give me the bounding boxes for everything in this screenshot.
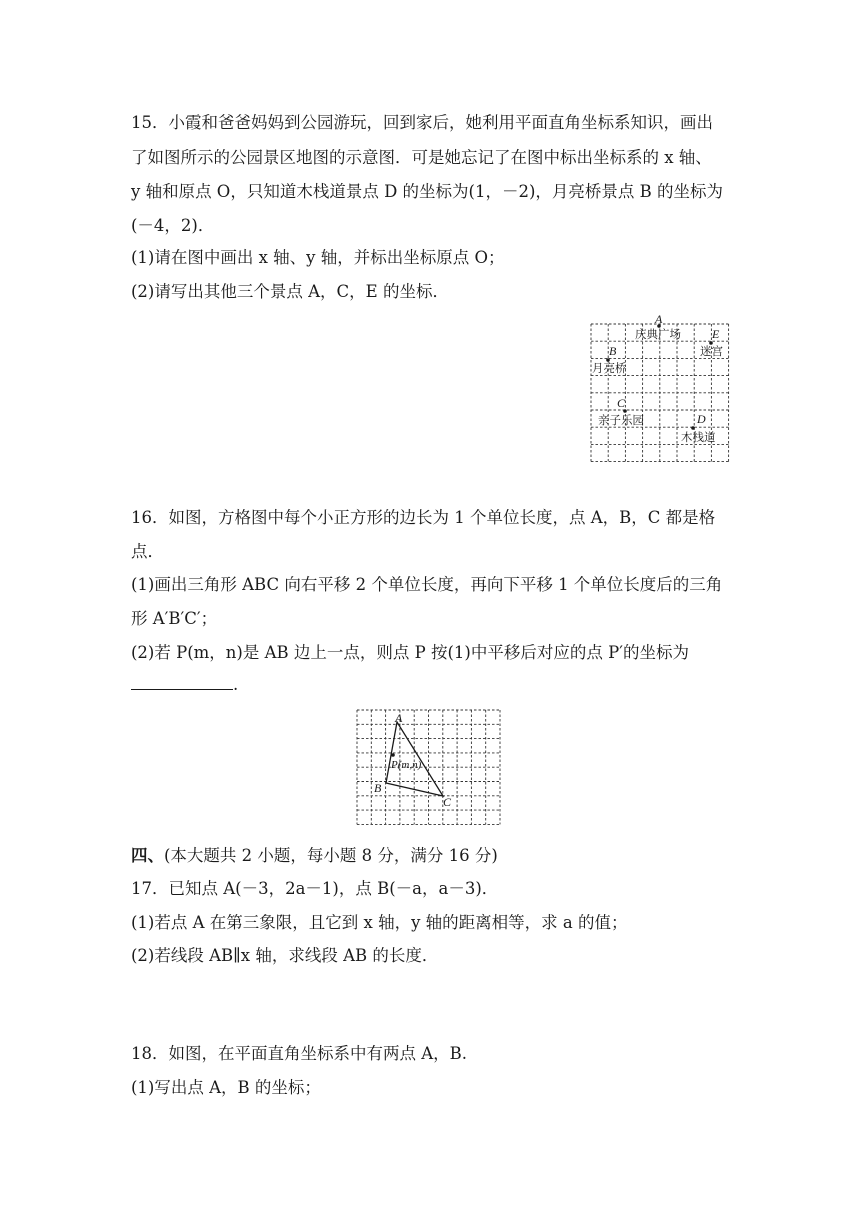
section-4-title: 四、: [131, 846, 164, 865]
tri-label-P: P(m,n): [391, 759, 422, 771]
q17-line-1: 17．已知点 A(－3，2a－1)，点 B(－a，a－3)．: [131, 879, 499, 898]
point-A-letter: A: [655, 312, 663, 326]
point-P-dot: [391, 753, 395, 757]
q17-line-2: (1)若点 A 在第三象限，且它到 x 轴，y 轴的距离相等，求 a 的值；: [131, 913, 628, 932]
point-C-letter: C: [617, 396, 626, 410]
point-D-letter: D: [697, 412, 706, 426]
section-4-desc: (本大题共 2 小题，每小题 8 分，满分 16 分): [164, 846, 498, 865]
answer-blank[interactable]: [131, 675, 233, 690]
q16-line-5: (2)若 P(m，n)是 AB 边上一点，则点 P 按(1)中平移后对应的点 P′的坐标为: [131, 643, 689, 662]
q16-line-6-period: .: [233, 675, 239, 694]
triangle-grid: [357, 710, 500, 824]
section-4-heading: [131, 845, 731, 867]
point-A-name: 庆典广场: [635, 327, 681, 341]
q16-line-1: 16．如图，方格图中每个小正方形的边长为 1 个单位长度，点 A，B，C 都是格: [131, 508, 716, 527]
tri-label-A: A: [395, 711, 403, 725]
q15-line-1: 15．小霞和爸爸妈妈到公园游玩，回到家后，她利用平面直角坐标系知识，画出: [131, 113, 713, 132]
q15-line-4: (－4，2)．: [131, 216, 215, 235]
point-D-name: 木栈道: [681, 430, 716, 444]
point-B-letter: B: [609, 344, 617, 358]
q15-line-5: (1)请在图中画出 x 轴、y 轴，并标出坐标原点 O；: [131, 248, 505, 267]
triangle-figure: [357, 710, 502, 828]
point-E-letter: E: [712, 327, 720, 341]
q16-line-6: [131, 674, 731, 696]
q17-line-3: (2)若线段 AB∥x 轴，求线段 AB 的长度．: [131, 946, 439, 965]
tri-label-B: B: [374, 781, 382, 795]
q15-line-6: (2)请写出其他三个景点 A，C，E 的坐标．: [131, 282, 449, 301]
park-map-figure: [591, 312, 731, 464]
q16-line-3: (1)画出三角形 ABC 向右平移 2 个单位长度，再向下平移 1 个单位长度后的三角: [131, 575, 723, 594]
tri-label-C: C: [443, 795, 452, 809]
point-E-name: 迷宫: [700, 344, 723, 358]
point-B-name: 月亮桥: [592, 361, 627, 375]
q18-line-2: (1)写出点 A，B 的坐标；: [131, 1078, 321, 1097]
q15-line-3: y 轴和原点 O，只知道木栈道景点 D 的坐标为(1，－2)，月亮桥景点 B 的坐标为: [131, 182, 724, 201]
point-C-name: 亲子乐园: [598, 413, 644, 427]
q15-line-2: 了如图所示的公园景区地图的示意图．可是她忘记了在图中标出坐标系的 x 轴、: [131, 148, 712, 167]
q16-line-4: 形 A′B′C′；: [131, 609, 218, 628]
q16-line-2: 点．: [131, 542, 164, 561]
q18-line-1: 18．如图，在平面直角坐标系中有两点 A，B.: [131, 1044, 468, 1063]
